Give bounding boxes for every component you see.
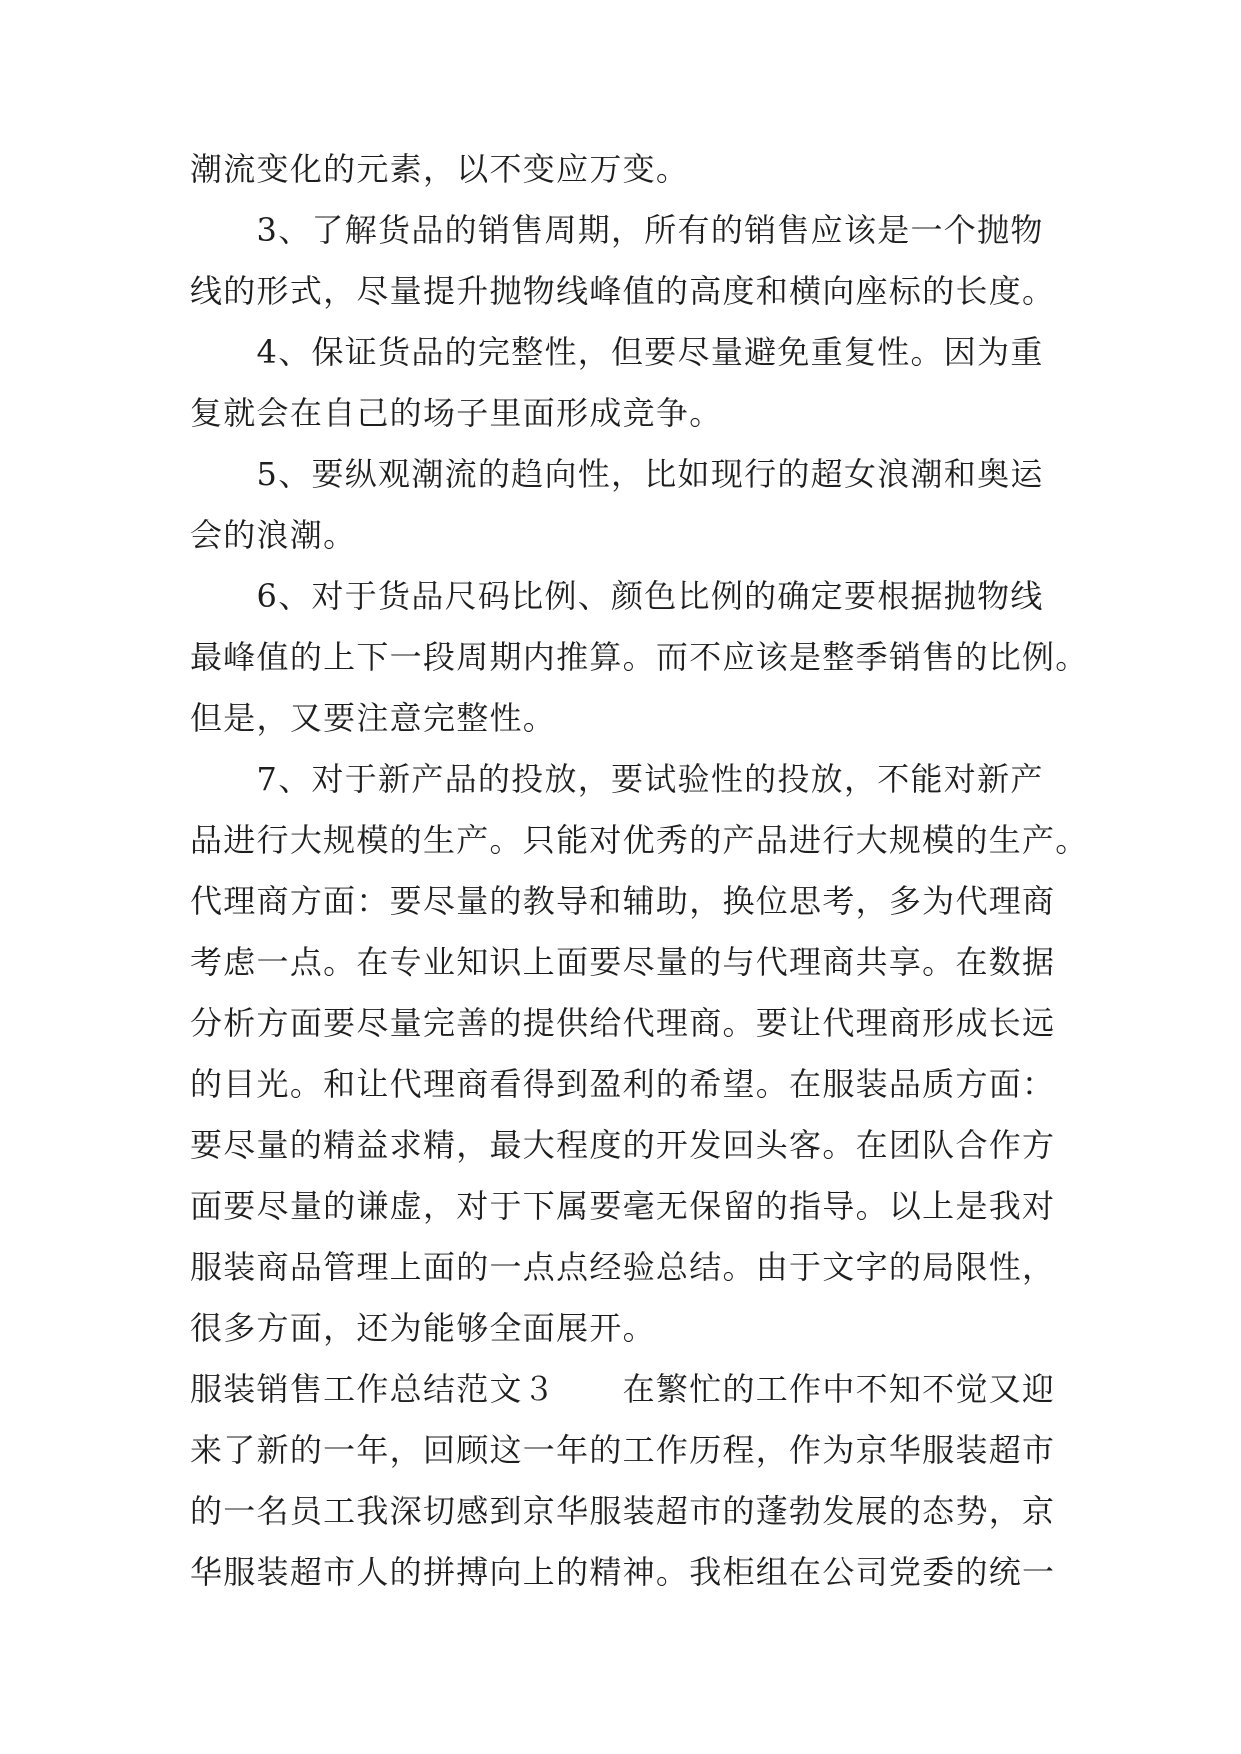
text-line: 6、对于货品尺码比例、颜色比例的确定要根据抛物线 (190, 577, 1044, 615)
text-line: 7、对于新产品的投放，要试验性的投放，不能对新产 (190, 760, 1044, 798)
text-line: 很多方面，还为能够全面展开。 (190, 1309, 656, 1347)
text-line: 华服装超市人的拼搏向上的精神。我柜组在公司党委的统一 (190, 1553, 1056, 1591)
text-line: 的目光。和让代理商看得到盈利的希望。在服装品质方面： (190, 1065, 1056, 1103)
text-line: 服装商品管理上面的一点点经验总结。由于文字的局限性， (190, 1248, 1056, 1286)
text-line: 要尽量的精益求精，最大程度的开发回头客。在团队合作方 (190, 1126, 1056, 1164)
text-line: 但是，又要注意完整性。 (190, 699, 557, 737)
text-line: 考虑一点。在专业知识上面要尽量的与代理商共享。在数据 (190, 943, 1056, 981)
text-line: 分析方面要尽量完善的提供给代理商。要让代理商形成长远 (190, 1004, 1056, 1042)
text-line: 复就会在自己的场子里面形成竞争。 (190, 394, 723, 432)
text-line: 3、了解货品的销售周期，所有的销售应该是一个抛物 (190, 211, 1044, 249)
text-line: 服装销售工作总结范文３ 在繁忙的工作中不知不觉又迎 (190, 1370, 1056, 1408)
text-line: 最峰值的上下一段周期内推算。而不应该是整季销售的比例。 (190, 638, 1089, 676)
text-line: 代理商方面：要尽量的教导和辅助，换位思考，多为代理商 (190, 882, 1056, 920)
text-line: 的一名员工我深切感到京华服装超市的蓬勃发展的态势，京 (190, 1492, 1056, 1530)
text-line: 会的浪潮。 (190, 516, 357, 554)
text-line: 来了新的一年，回顾这一年的工作历程，作为京华服装超市 (190, 1431, 1056, 1469)
text-line: 4、保证货品的完整性，但要尽量避免重复性。因为重 (190, 333, 1044, 371)
text-line: 5、要纵观潮流的趋向性，比如现行的超女浪潮和奥运 (190, 455, 1044, 493)
text-line: 潮流变化的元素，以不变应万变。 (190, 150, 690, 188)
text-line: 品进行大规模的生产。只能对优秀的产品进行大规模的生产。 (190, 821, 1089, 859)
text-line: 面要尽量的谦虚，对于下属要毫无保留的指导。以上是我对 (190, 1187, 1056, 1225)
text-line: 线的形式，尽量提升抛物线峰值的高度和横向座标的长度。 (190, 272, 1056, 310)
